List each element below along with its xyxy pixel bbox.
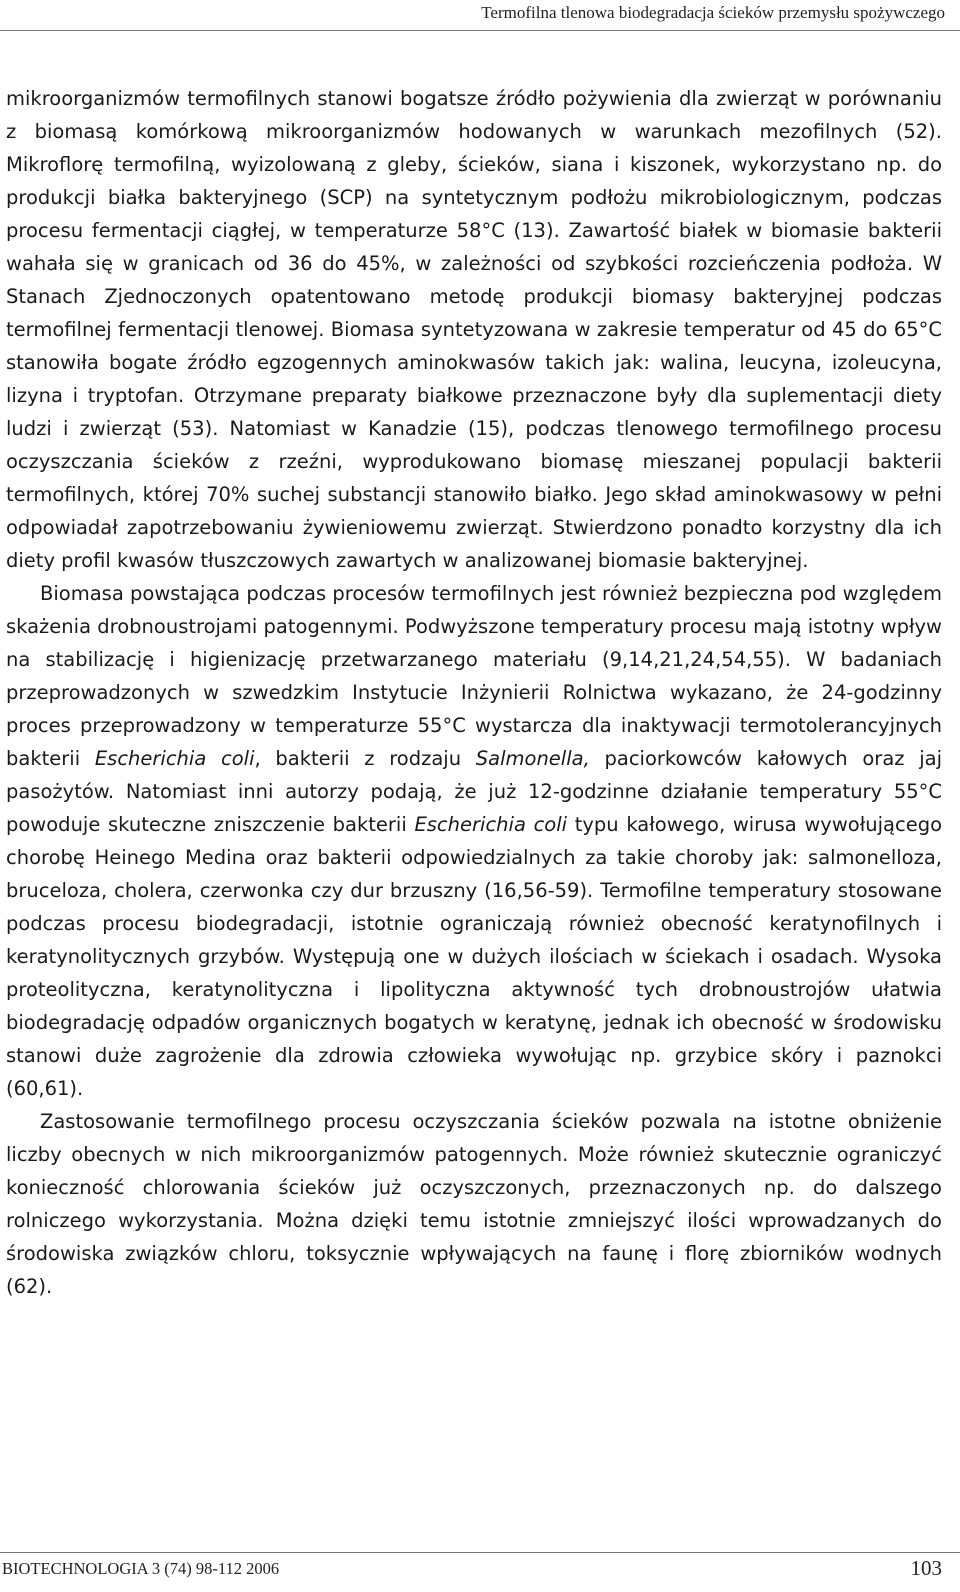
footer-rule: [0, 1552, 960, 1553]
header-rule: [0, 30, 960, 31]
running-title: Termofilna tlenowa biodegradacja ścieków przemysłu spożywczego: [481, 3, 945, 22]
journal-citation: BIOTECHNOLOGIA 3 (74) 98-112 2006: [2, 1559, 280, 1578]
genus-name-salmonella: Salmonella,: [475, 747, 590, 770]
page-header: [0, 0, 960, 30]
paragraph-2-text-1: Biomasa powstająca podczas procesów termofilnych jest również bezpieczna pod względem skażenia drobnoustrojami patogennymi. Podwyższone temperatury procesu mają istotny wpływ na stabilizację i higienizację przetwarzanego materiału (9,14,21,24,54,55). W badaniach przeprowadzonych w szwedzkim Instytucie Inżynierii Rolnictwa wykazano, że 24-godzinny proces przeprowadzony w temperaturze 55°C wystarcza dla inaktywacji termotolerancyjnych bakterii: [6, 582, 942, 770]
paragraph-1: mikroorganizmów termofilnych stanowi bogatsze źródło pożywienia dla zwierząt w porównaniu z biomasą komórkową mikroorganizmów hodowanych w warunkach mezofilnych (52). Mikroflorę termofilną, wyizolowaną z gleby, ścieków, siana i kiszonek, wykorzystano np. do produkcji białka bakteryjnego (SCP) na syntetycznym podłożu mikrobiologicznym, podczas procesu fermentacji ciągłej, w temperaturze 58°C (13). Zawartość białek w biomasie bakterii wahała się w granicach od 36 do 45%, w zależności od szybkości rozcieńczenia podłoża. W Stanach Zjednoczonych opatentowano metodę produkcji biomasy bakteryjnej podczas termofilnej fermentacji tlenowej. Biomasa syntetyzowana w zakresie temperatur od 45 do 65°C stanowiła bogate źródło egzogennych aminokwasów takich jak: walina, leucyna, izoleucyna, lizyna i tryptofan. Otrzymane preparaty białkowe przeznaczone były dla suplementacji diety ludzi i zwierząt (53). Natomiast w Kanadzie (15), podczas tlenowego termofilnego procesu oczyszczania ścieków z rzeźni, wyprodukowano biomasę mieszanej populacji bakterii termofilnych, której 70% suchej substancji stanowiło białko. Jego skład aminokwasowy w pełni odpowiadał zapotrzebowaniu żywieniowemu zwierząt. Stwierdzono ponadto korzystny dla ich diety profil kwasów tłuszczowych zawartych w analizowanej biomasie bakteryjnej.: [6, 87, 942, 572]
paragraph-2: [6, 577, 942, 1105]
species-name-escherichia-coli-2: Escherichia coli: [414, 813, 568, 836]
page-footer: [0, 1548, 960, 1588]
paragraph-3: Zastosowanie termofilnego procesu oczyszczania ścieków pozwala na istotne obniżenie liczby obecnych w nich mikroorganizmów patogennych. Może również skutecznie ograniczyć konieczność chlorowania ścieków już oczyszczonych, przeznaczonych np. do dalszego rolniczego wykorzystania. Można dzięki temu istotnie zmniejszyć ilości wprowadzanych do środowiska związków chloru, toksycznie wpływających na faunę i florę zbiorników wodnych (62).: [6, 1110, 942, 1298]
page-number: 103: [910, 1556, 942, 1580]
article-body: [6, 82, 942, 1303]
paragraph-2-text-4: typu kałowego, wirusa wywołującego chorobę Heinego Medina oraz bakterii odpowiedzialnych za takie choroby jak: salmonelloza, bruceloza, cholera, czerwonka czy dur brzuszny (16,56-59). Termofilne temperatury stosowane podczas procesu biodegradacji, istotnie ograniczają również obecność keratynofilnych i keratynolitycznych grzybów. Występują one w dużych ilościach w ściekach i osadach. Wysoka proteolityczna, keratynolityczna i lipolityczna aktywność tych drobnoustrojów ułatwia biodegradację odpadów organicznych bogatych w keratynę, jednak ich obecność w środowisku stanowi duże zagrożenie dla zdrowia człowieka wywołując np. grzybice skóry i paznokci (60,61).: [6, 813, 943, 1100]
paragraph-2-text-2: , bakterii z rodzaju: [254, 747, 476, 770]
paragraph-2-text-3: paciorkowców kałowych oraz jaj pasożytów. Natomiast inni autorzy podają, że już 12-godzinne działanie temperatury 55°C powoduje skuteczne zniszczenie bakterii: [6, 747, 943, 836]
species-name-escherichia-coli: Escherichia coli: [94, 747, 255, 770]
